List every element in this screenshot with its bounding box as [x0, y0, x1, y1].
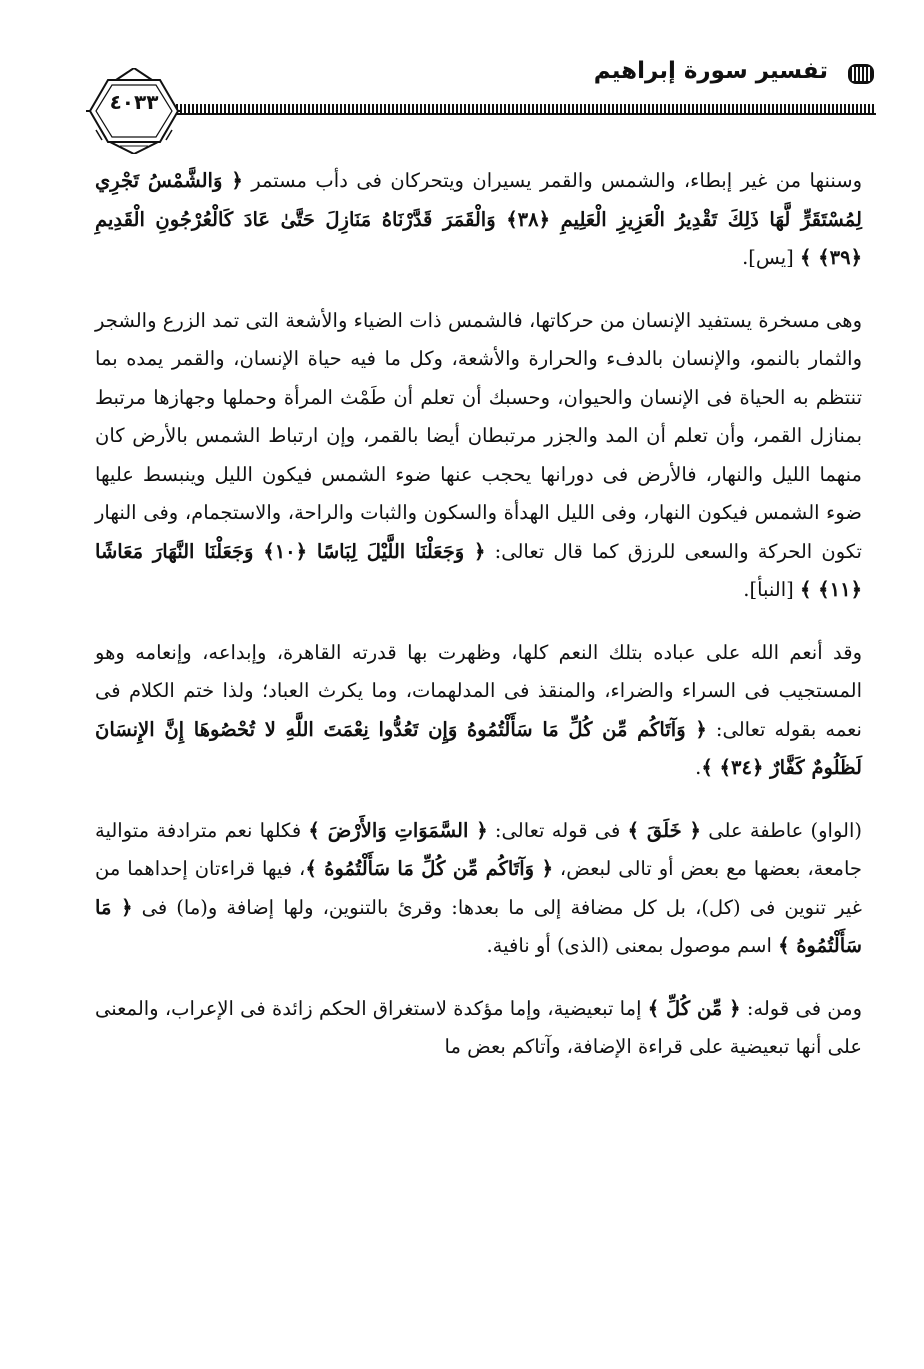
- body-text: اسم موصول بمعنى (الذى) أو نافية.: [486, 934, 779, 957]
- body-text: [النبأ].: [743, 578, 800, 601]
- paragraph: [95, 812, 862, 966]
- quran-quote: ﴿ وَآتَاكُم مِّن كُلِّ مَا سَأَلْتُمُوهُ ﴾: [305, 857, 554, 880]
- running-title: تفسير سورة إبراهيم: [593, 58, 828, 84]
- body-text: وسننها من غير إبطاء، والشمس والقمر يسيران ويتحركان فى دأب مستمر: [242, 169, 862, 192]
- body-text: (الواو) عاطفة على: [700, 818, 863, 842]
- body-text: فكلها نعم مترادفة متوالية جامعة، بعضها مع بعض أو تالى لبعض،: [95, 818, 862, 880]
- body-text: [يس].: [742, 246, 800, 269]
- paragraph: [95, 990, 862, 1067]
- quran-quote: ﴿ وَجَعَلْنَا اللَّيْلَ لِبَاسًا ﴿١٠﴾ وَجَعَلْنَا النَّهَارَ مَعَاشًا ﴿١١﴾ ﴾: [95, 539, 862, 601]
- body-text: فى قوله تعالى:: [487, 818, 628, 842]
- body-text: ، فيها قراءتان إحداهما من غير تنوين فى (كل)، بل كل مضافة إلى ما بعدها: وقرئ بالتنوين، ولها إضافة و(ما) فى: [95, 857, 862, 919]
- header-ornament-icon: [846, 62, 876, 86]
- quran-quote: ﴿ مِّن كُلِّ ﴾: [647, 996, 741, 1020]
- page-number: ٤٠٣٣: [109, 90, 159, 114]
- body-text: إما تبعيضية، وإما مؤكدة لاستغراق الحكم زائدة فى الإعراب، والمعنى على أنها تبعيضية على قراءة الإضافة، وآتاكم بعض ما: [95, 996, 862, 1058]
- body-text: وهى مسخرة يستفيد الإنسان من حركاتها، فالشمس ذات الضياء والأشعة التى تمد الزرع والشجر والثمار بالنمو، والإنسان بالدفء والحرارة والأشعة، وكل ما فيه حياة الإنسان، والقمر يمده بما تنتظم به الحياة فى الإنسان والحيوان، وحسبك أن تعلم أن طَمْث المرأة وحملها وجهازها مرتبط بمنازل القمر، وأن تعلم أن المد والجزر مرتبطان أيضا بالقمر، وإن ارتباط الشمس بالأرض كان منهما الليل والنهار، فالأرض فى دورانها يحجب عنها ضوء الشمس فيكون الليل وينبسط عليها ضوء الشمس فيكون النهار، وفى الليل الهدأة والسكون والثبات والراحة، والاستجمام، وفى النهار تكون الحركة والسعى للرزق كما قال تعالى:: [95, 308, 862, 563]
- quran-quote: ﴿ مَا سَأَلْتُمُوهُ ﴾: [95, 895, 862, 957]
- body-text: وقد أنعم الله على عباده بتلك النعم كلها، وظهرت بها قدرته القاهرة، وإبداعه، وإنعامه وهو المستجيب فى السراء والضراء، والمنقذ فى المدلهمات، وما يكرث العباد؛ ولذا ختم الكلام فى نعمه بقوله تعالى:: [95, 640, 862, 741]
- quran-quote: ﴿ وَآتَاكُم مِّن كُلِّ مَا سَأَلْتُمُوهُ وَإِن تَعُدُّوا نِعْمَتَ اللَّهِ لا تُحْصُوهَا إِنَّ الإِنسَانَ لَظَلُومٌ كَفَّارٌ ﴿٣٤﴾ ﴾: [95, 717, 862, 779]
- header-rule-base: [176, 113, 876, 115]
- quran-quote: ﴿ السَّمَوَاتِ وَالأَرْضَ ﴾: [308, 818, 488, 842]
- paragraph: [95, 634, 862, 788]
- page-body: [95, 162, 862, 1089]
- paragraph: [95, 162, 862, 278]
- page-header: [86, 50, 876, 160]
- paragraph: [95, 302, 862, 610]
- body-text: .: [695, 756, 702, 779]
- quran-quote: ﴿ وَالشَّمْسُ تَجْرِي لِمُسْتَقَرٍّ لَّهَا ذَلِكَ تَقْدِيرُ الْعَزِيزِ الْعَلِيمِ ﴿٣٨﴾ وَالْقَمَرَ قَدَّرْنَاهُ مَنَازِلَ حَتَّىٰ عَادَ كَالْعُرْجُونِ الْقَدِيمِ ﴿٣٩﴾ ﴾: [95, 169, 862, 269]
- quran-quote: ﴿ خَلَقَ ﴾: [627, 818, 701, 842]
- body-text: ومن فى قوله:: [740, 996, 862, 1020]
